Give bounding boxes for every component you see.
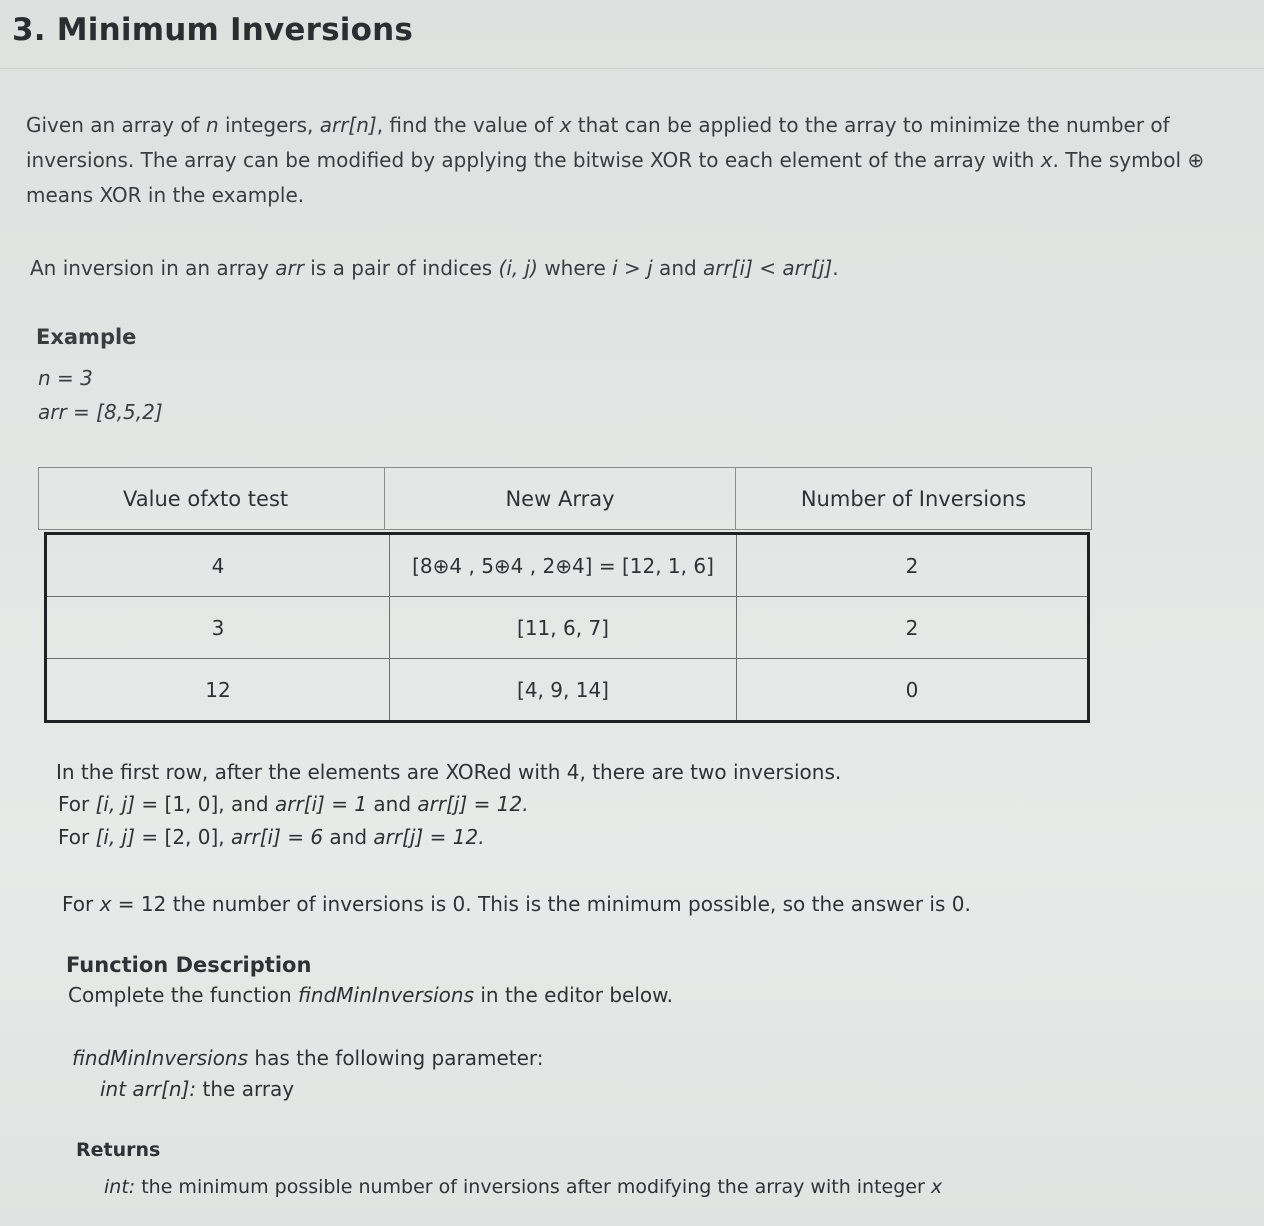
answer-summary: For x = 12 the number of inversions is 0. This is the minimum possible, so the answer is 0. [62, 892, 971, 916]
table-body [44, 532, 1090, 723]
cell-new-array: [8⊕4 , 5⊕4 , 2⊕4] = [12, 1, 6] [390, 535, 737, 596]
cell-inversions: 2 [905, 553, 919, 578]
explanation-line-1: In the first row, after the elements are XORed with 4, there are two inversions. [56, 760, 842, 784]
example-n: n = 3 [38, 366, 93, 390]
inversion-definition: An inversion in an array arr is a pair of indices (i, j) where i > j and arr[i] < arr[j]. [30, 256, 839, 280]
cell-new-array: [4, 9, 14] [390, 659, 737, 720]
problem-statement: Given an array of n integers, arr[n], find the value of x that can be applied to the array to minimize the number of inversions. The array can be modified by applying the bitwise XOR to each element of the array with x. The symbol ⊕ means XOR in the example. [26, 113, 1205, 207]
cell-x: 12 [47, 659, 390, 720]
cell-inversions: 2 [905, 615, 919, 640]
returns-heading: Returns [76, 1139, 161, 1161]
example-heading: Example [36, 325, 137, 349]
cell-new-array: [11, 6, 7] [390, 597, 737, 658]
parameter-item: int arr[n]: the array [100, 1077, 295, 1101]
function-description-text: Complete the function findMinInversions in the editor below. [68, 983, 674, 1007]
page-title: 3. Minimum Inversions [12, 12, 413, 48]
function-description-heading: Function Description [66, 953, 312, 977]
table-row [47, 535, 1087, 597]
cell-x: 3 [47, 597, 390, 658]
explanation-line-3: For [i, j] = [2, 0], arr[i] = 6 and arr[j] = 12. [58, 825, 485, 849]
table-row [47, 597, 1087, 659]
explanation-line-2: For [i, j] = [1, 0], and arr[i] = 1 and arr[j] = 12. [58, 792, 529, 816]
table-header [38, 467, 1092, 530]
cell-inversions: 0 [905, 677, 919, 702]
header-new-array: New Array [385, 468, 736, 529]
header-x: Value of x to test [39, 468, 385, 529]
example-arr: arr = [8,5,2] [38, 400, 163, 424]
returns-text: int: the minimum possible number of inversions after modifying the array with integer x [104, 1176, 943, 1198]
table-row [47, 659, 1087, 720]
parameter-intro: findMinInversions has the following parameter: [72, 1046, 544, 1070]
header-inversions: Number of Inversions [800, 486, 1027, 511]
title-divider [0, 68, 1264, 69]
cell-x: 4 [47, 535, 390, 596]
